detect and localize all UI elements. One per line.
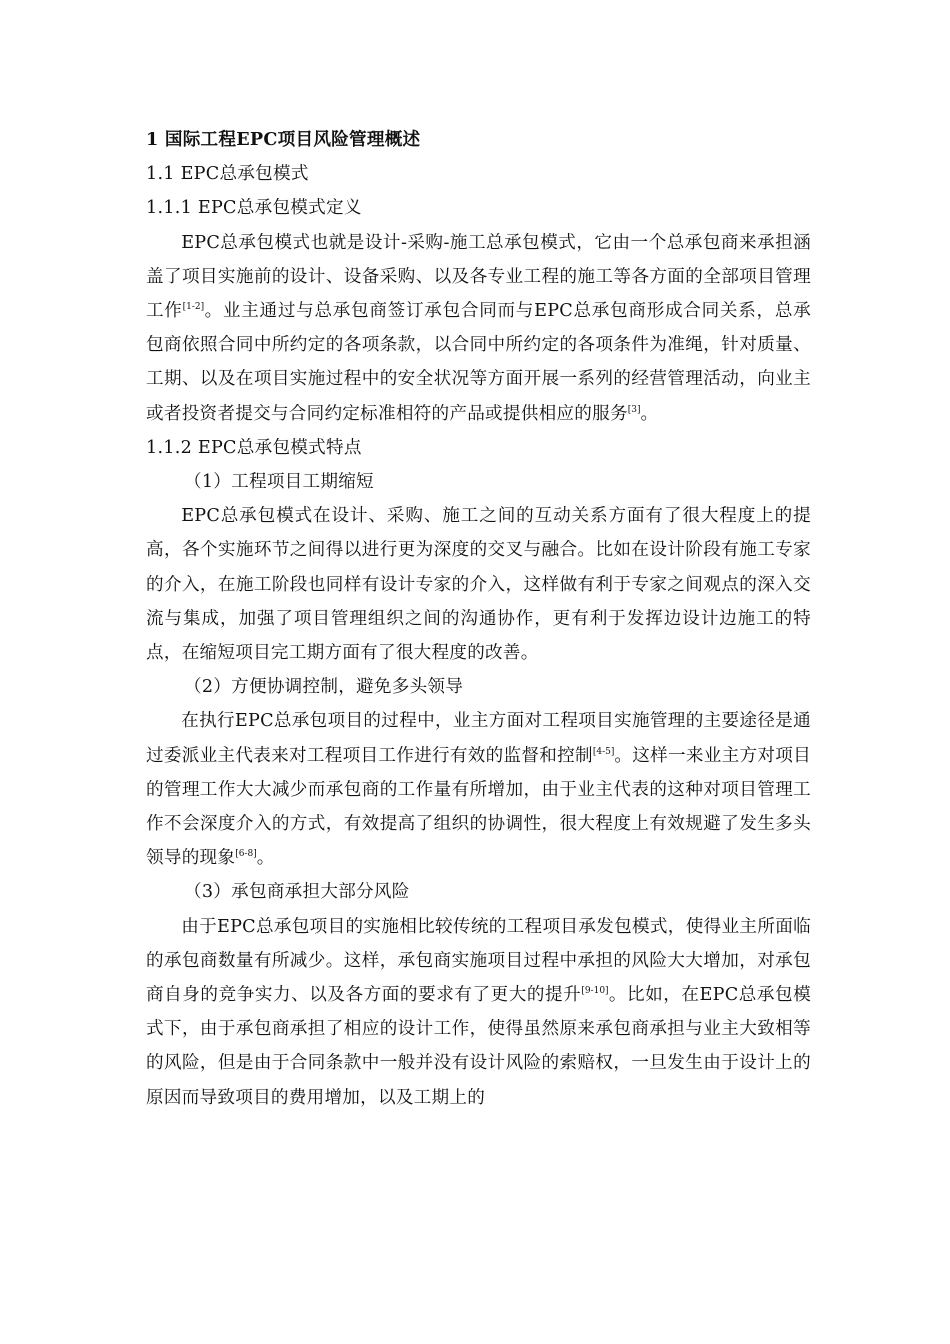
paragraph-text: 由于EPC总承包项目的实施相比较传统的工程项目承发包模式，使得业主所面临的承包商数量有所减少。这样，承包商实施项目过程中承担的风险大大增加，对承包商自身的竞争实力、以及各方面的要求有了更大的提升 [146, 916, 811, 1006]
chapter-heading: 1 国际工程EPC项目风险管理概述 [146, 129, 421, 150]
section-heading: 1.1 EPC总承包模式 [146, 164, 309, 185]
paragraph-text: EPC总承包模式也就是设计-采购-施工总承包模式，它由一个总承包商来承担涵盖了项目实施前的设计、设备采购、以及各专业工程的施工等各方面的全部项目管理工作 [146, 232, 811, 322]
paragraph-text: 。 [256, 848, 275, 869]
citation: [1-2] [182, 302, 205, 313]
list-item-heading: （3）承包商承担大部分风险 [184, 882, 410, 903]
paragraph-text: 。 [640, 403, 659, 424]
document-body [146, 123, 811, 1115]
paragraph-text: 。比如，在EPC总承包模式下，由于承包商承担了相应的设计工作，使得虽然原来承包商承担与业主大致相等的风险，但是由于合同条款中一般并没有设计风险的索赔权，一旦发生由于设计上的原因而导致项目的费用增加，以及工期上的 [146, 985, 811, 1108]
citation: [3] [627, 404, 641, 415]
paragraph-text: 在执行EPC总承包项目的过程中，业主方面对工程项目实施管理的主要途径是通过委派业主代表来对工程项目工作进行有效的监督和控制 [146, 711, 811, 766]
paragraph-text: 。这样一来业主方对项目的管理工作大大减少而承包商的工作量有所增加，由于业主代表的这种对项目管理工作不会深度介入的方式，有效提高了组织的协调性，很大程度上有效规避了发生多头领导的现象 [146, 745, 811, 869]
citation: [4-5] [592, 746, 615, 757]
paragraph-definition [146, 226, 811, 431]
citation: [9-10] [581, 986, 609, 997]
paragraph-risk [146, 910, 811, 1115]
paragraph-schedule: EPC总承包模式在设计、采购、施工之间的互动关系方面有了很大程度上的提高，各个实施环节之间得以进行更为深度的交叉与融合。比如在设计阶段有施工专家的介入，在施工阶段也同样有设计专家的介入，这样做有利于专家之间观点的深入交流与集成，加强了项目管理组织之间的沟通协作，更有利于发挥边设计边施工的特点，在缩短项目完工期方面有了很大程度的改善。 [146, 506, 811, 664]
list-item-heading: （1）工程项目工期缩短 [184, 472, 374, 493]
paragraph-text: 。业主通过与总承包商签订承包合同而与EPC总承包商形成合同关系，总承包商依照合同中所约定的各项条款，以合同中所约定的各项条件为准绳，针对质量、工期、以及在项目实施过程中的安全状况等方面开展一系列的经营管理活动，向业主或者投资者提交与合同约定标准相符的产品或提供相应的服务 [146, 301, 811, 424]
subsection-heading-definition: 1.1.1 EPC总承包模式定义 [146, 198, 362, 219]
paragraph-coordination [146, 704, 811, 875]
subsection-heading-features: 1.1.2 EPC总承包模式特点 [146, 437, 362, 458]
citation: [6-8] [235, 849, 257, 860]
list-item-heading: （2）方便协调控制，避免多头领导 [184, 677, 464, 698]
